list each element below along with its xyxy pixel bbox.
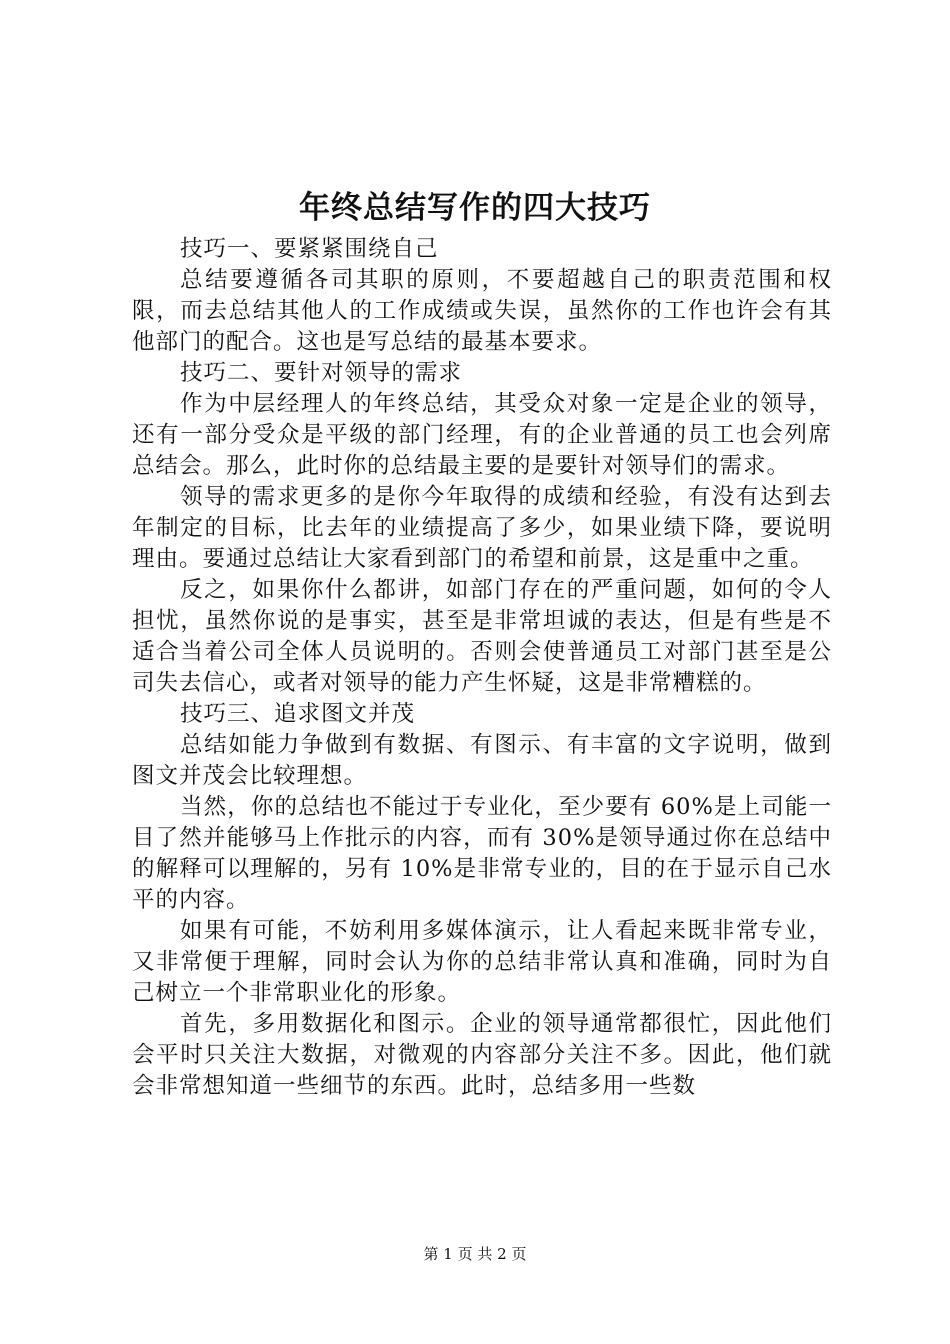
paragraph: 总结如能力争做到有数据、有图示、有丰富的文字说明，做到图文并茂会比较理想。 [132,732,832,789]
paragraph: 总结要遵循各司其职的原则，不要超越自己的职责范围和权限，而去总结其他人的工作成绩或失误，虽然你的工作也许会有其他部门的配合。这也是写总结的最基本要求。 [132,267,832,355]
paragraph: 当然，你的总结也不能过于专业化，至少要有 60%是上司能一目了然并能够马上作批示的内容，而有 30%是领导通过你在总结中的解释可以理解的，另有 10%是非常专业的，目的在于显示自己水平的内容。 [132,794,832,913]
document-title: 年终总结写作的四大技巧 [299,190,651,226]
paragraph: 首先，多用数据化和图示。企业的领导通常都很忙，因此他们会平时只关注大数据，对微观的内容部分关注不多。因此，他们就会非常想知道一些细节的东西。此时，总结多用一些数 [132,1011,832,1099]
section-heading: 技巧二、要针对领导的需求 [180,360,463,386]
paragraph: 领导的需求更多的是你今年取得的成绩和经验，有没有达到去年制定的目标，比去年的业绩提高了多少，如果业绩下降，要说明理由。要通过总结让大家看到部门的希望和前景，这是重中之重。 [132,484,832,572]
section-heading: 技巧一、要紧紧围绕自己 [180,236,439,262]
document-body [132,234,832,1102]
section-heading: 技巧三、追求图文并茂 [180,701,416,727]
paragraph: 如果有可能，不妨利用多媒体演示，让人看起来既非常专业，又非常便于理解，同时会认为你的总结非常认真和准确，同时为自己树立一个非常职业化的形象。 [132,918,832,1006]
page-footer: 第 1 页 共 2 页 [423,1245,527,1263]
paragraph: 反之，如果你什么都讲，如部门存在的严重问题，如何的令人担忧，虽然你说的是事实，甚至是非常坦诚的表达，但是有些是不适合当着公司全体人员说明的。否则会使普通员工对部门甚至是公司失去信心，或者对领导的能力产生怀疑，这是非常糟糕的。 [132,577,832,696]
paragraph: 作为中层经理人的年终总结，其受众对象一定是企业的领导，还有一部分受众是平级的部门经理，有的企业普通的员工也会列席总结会。那么，此时你的总结最主要的是要针对领导们的需求。 [132,391,832,479]
